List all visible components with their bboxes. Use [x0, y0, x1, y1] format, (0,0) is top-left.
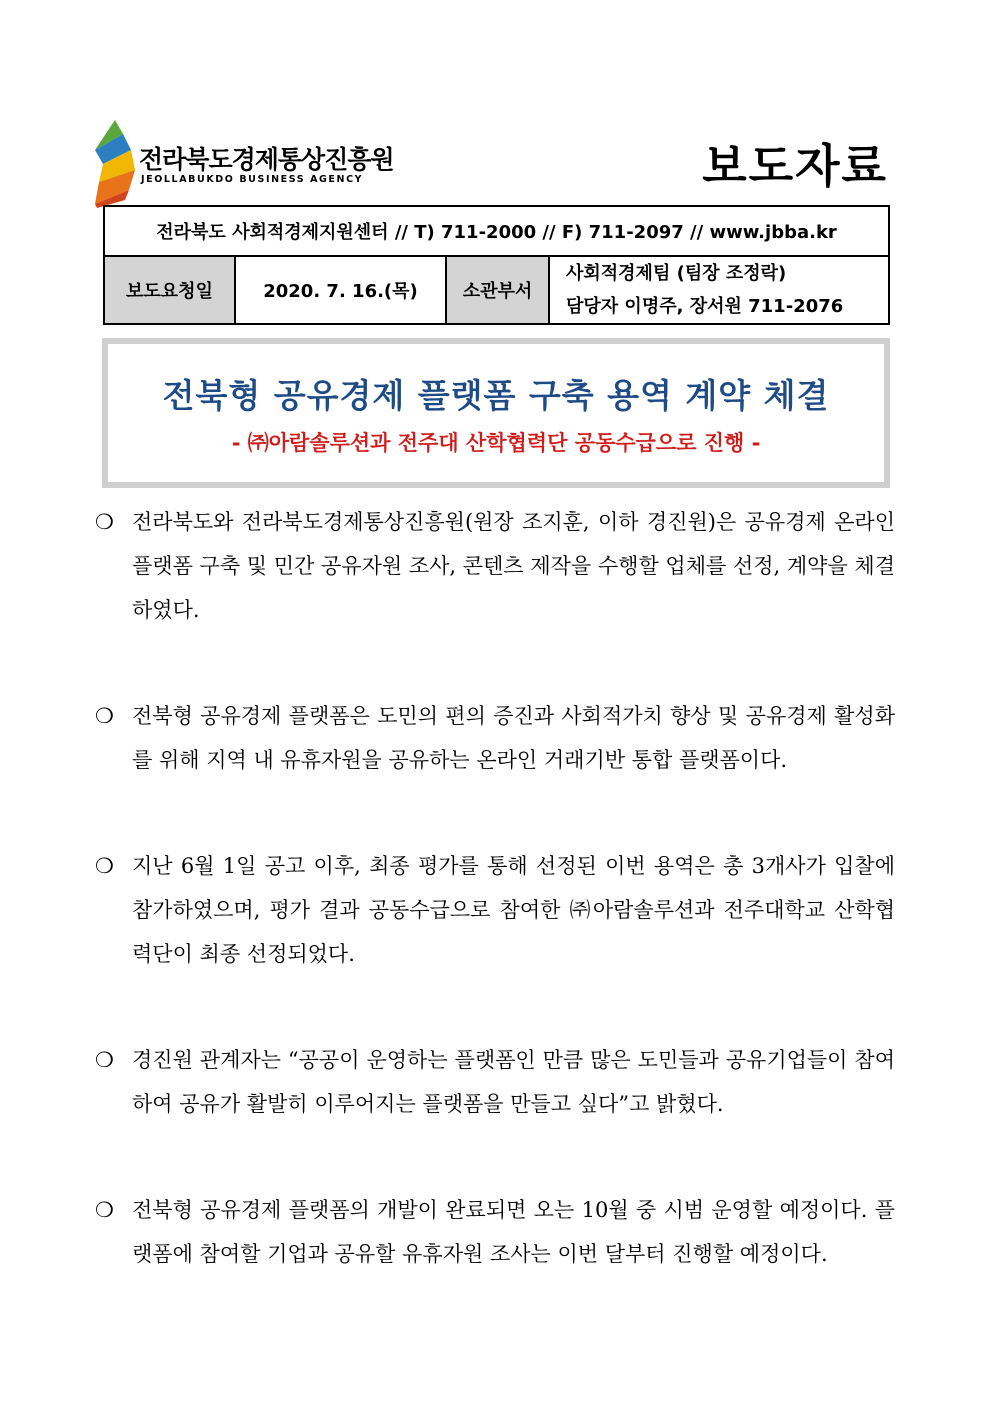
paragraph-text: 지난 6월 1일 공고 이후, 최종 평가를 통해 선정된 이번 용역은 총 3개사가 입찰에 참가하였으며, 평가 결과 공동수급으로 참여한 ㈜아람솔루션과 전주대학교 산학협력단이 최종 선정되었다. [132, 854, 895, 966]
dept-line-1: 사회적경제팀 (팀장 조정락) [566, 263, 787, 284]
paragraph-text: 경진원 관계자는 “공공이 운영하는 플랫폼인 만큼 많은 도민들과 공유기업들이 참여하여 공유가 활발히 이루어지는 플랫폼을 만들고 싶다”고 밝혔다. [132, 1048, 895, 1116]
paragraph [95, 694, 895, 782]
paragraph [95, 1188, 895, 1276]
logo-mark-icon [95, 120, 135, 208]
org-name-en: JEOLLABUKDO BUSINESS AGENCY [141, 174, 364, 185]
paragraph-text: 전북형 공유경제 플랫폼의 개발이 완료되면 오는 10월 중 시범 운영할 예정이다. 플랫폼에 참여할 기업과 공유할 유휴자원 조사는 이번 달부터 진행할 예정이다. [132, 1198, 895, 1266]
sub-title: - ㈜아람솔루션과 전주대 산학협력단 공동수급으로 진행 - [231, 431, 761, 455]
paragraph [95, 844, 895, 976]
paragraph-text: 전라북도와 전라북도경제통상진흥원(원장 조지훈, 이하 경진원)은 공유경제 온라인 플랫폼 구축 및 민간 공유자원 조사, 콘텐츠 제작을 수행할 업체를 선정, 계약을 체결하였다. [132, 510, 895, 622]
bullet-circle-icon: ❍ [95, 510, 114, 534]
bullet-circle-icon: ❍ [95, 704, 114, 728]
request-date-label: 보도요청일 [104, 256, 235, 324]
title-box [102, 338, 890, 488]
org-name: 전라북도경제통상진흥원 [139, 145, 394, 174]
bullet-circle-icon: ❍ [95, 854, 114, 878]
org-logo [95, 120, 395, 210]
dept-line-2: 담당자 이명주, 장서원 711-2076 [566, 296, 844, 317]
info-table [103, 205, 890, 325]
paragraph-text: 전북형 공유경제 플랫폼은 도민의 편의 증진과 사회적가치 향상 및 공유경제 활성화를 위해 지역 내 유휴자원을 공유하는 온라인 거래기반 통합 플랫폼이다. [132, 704, 895, 772]
doc-type-heading: 보도자료 [702, 139, 888, 193]
paragraph [95, 500, 895, 632]
bullet-circle-icon: ❍ [95, 1198, 114, 1222]
dept-info [549, 256, 889, 324]
dept-label: 소관부서 [446, 256, 549, 324]
bullet-circle-icon: ❍ [95, 1048, 114, 1072]
request-date: 2020. 7. 16.(목) [235, 256, 446, 324]
paragraph [95, 1038, 895, 1126]
body-paragraphs [95, 500, 895, 1338]
main-title: 전북형 공유경제 플랫폼 구축 용역 계약 체결 [162, 376, 830, 415]
contact-line: 전라북도 사회적경제지원센터 // T) 711-2000 // F) 711-2097 // www.jbba.kr [104, 206, 889, 256]
